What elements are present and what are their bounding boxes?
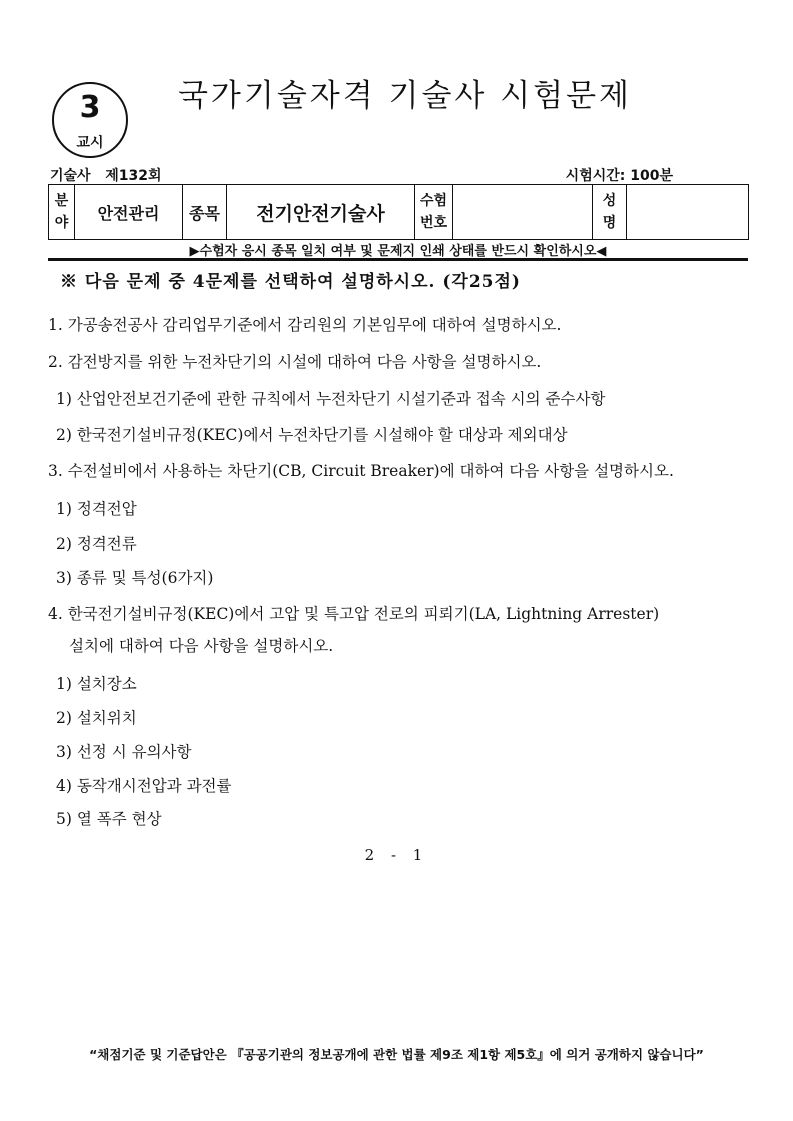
field-label: 분 야 [49,185,75,240]
question-3-item-3: 3) 종류 및 특성(6가지) [56,569,214,587]
session-label: 교시 [76,135,104,151]
question-4-item-2: 2) 설치위치 [56,709,137,727]
question-4-item-3: 3) 선정 시 유의사항 [56,743,192,761]
item-value: 전기안전기술사 [227,185,415,240]
disclosure-footer: “채점기준 및 기준답안은 『공공기관의 정보공개에 관한 법률 제9조 제1항 제5호』에 의거 공개하지 않습니다” [89,1047,704,1062]
session-badge [52,82,128,158]
check-notice: ▶수험자 응시 종목 일치 여부 및 문제지 인쇄 상태를 반드시 확인하시오◀ [189,244,607,259]
question-2: 2. 감전방지를 위한 누전차단기의 시설에 대하여 다음 사항을 설명하시오. [48,353,542,371]
item-label: 종목 [183,185,227,240]
page-number: 2 - 1 [364,846,429,864]
question-4-item-4: 4) 동작개시전압과 과전률 [56,777,232,795]
name-label: 성 명 [593,185,627,240]
question-4-item-1: 1) 설치장소 [56,675,137,693]
session-number: 3 [79,90,101,125]
question-4-item-5: 5) 열 폭주 현상 [56,810,162,828]
name-field[interactable] [627,185,749,240]
question-2-item-2: 2) 한국전기설비규정(KEC)에서 누전차단기를 시설해야 할 대상과 제외대상 [56,426,568,444]
divider [48,258,748,261]
instruction: ※ 다음 문제 중 4문제를 선택하여 설명하시오. (각25점) [60,272,521,292]
question-3-item-2: 2) 정격전류 [56,535,137,553]
question-4: 4. 한국전기설비규정(KEC)에서 고압 및 특고압 전로의 피뢰기(LA, Lightning Arrester) [48,605,660,623]
exam-number-label: 수험 번호 [415,185,453,240]
candidate-info-table [48,184,749,240]
page-title: 국가기술자격 기술사 시험문제 [177,78,632,114]
exam-duration: 시험시간: 100분 [565,168,673,184]
field-value: 안전관리 [75,185,183,240]
question-3: 3. 수전설비에서 사용하는 차단기(CB, Circuit Breaker)에 대하여 다음 사항을 설명하시오. [48,462,674,480]
exam-number-field[interactable] [453,185,593,240]
question-1: 1. 가공송전공사 감리업무기준에서 감리원의 기본임무에 대하여 설명하시오. [48,316,562,334]
exam-round: 기술사 제132회 [50,168,162,184]
question-2-item-1: 1) 산업안전보건기준에 관한 규칙에서 누전차단기 시설기준과 접속 시의 준수사항 [56,390,606,408]
question-3-item-1: 1) 정격전압 [56,500,137,518]
question-4-continued: 설치에 대하여 다음 사항을 설명하시오. [69,637,334,655]
